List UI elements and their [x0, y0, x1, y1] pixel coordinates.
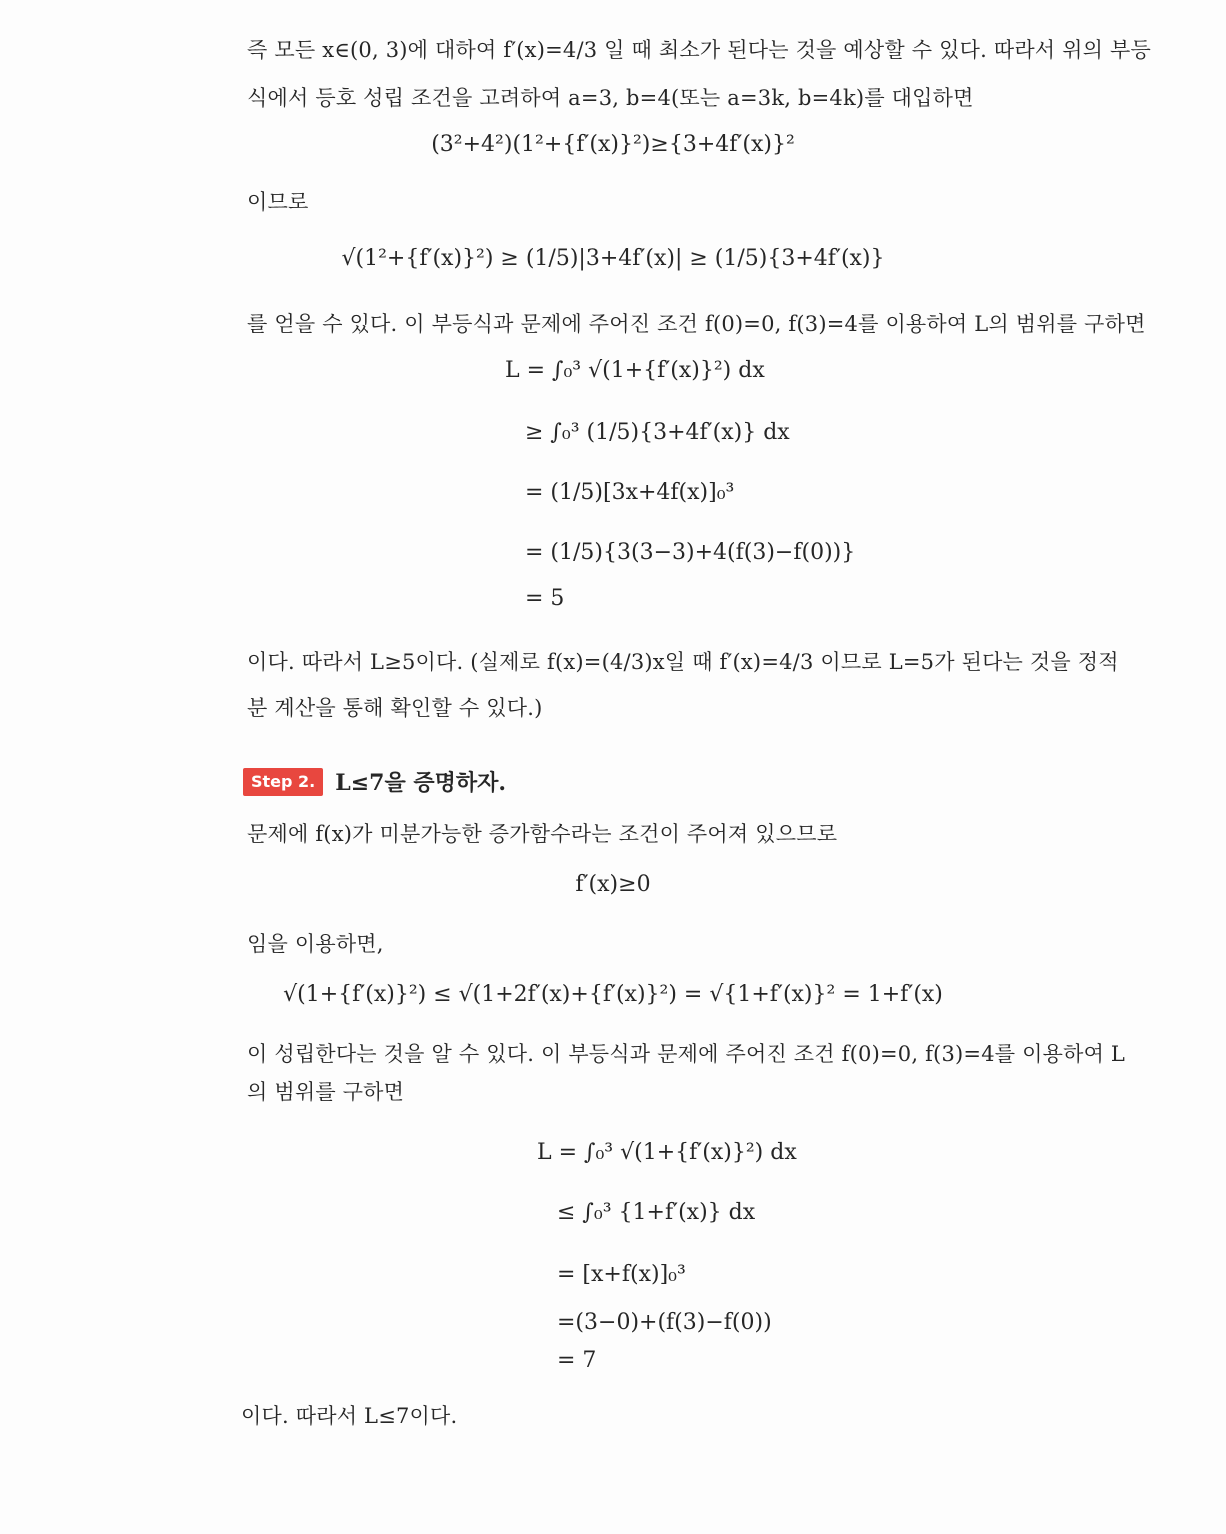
equation-derivative-nonneg: f′(x)≥0 [575, 872, 651, 897]
derivation-line: ≥ ∫₀³ (1/5){3+4f′(x)} dx [525, 420, 790, 445]
step2-conclusion: 이다. 따라서 L≤7이다. [241, 1404, 458, 1428]
step2-line-1: 문제에 f(x)가 미분가능한 증가함수라는 조건이 주어져 있으므로 [247, 822, 838, 846]
intro-line-4: 를 얻을 수 있다. 이 부등식과 문제에 주어진 조건 f(0)=0, f(3)=4를 이용하여 L의 범위를 구하면 [247, 312, 1146, 336]
derivation-line: = [x+f(x)]₀³ [557, 1262, 686, 1287]
step1-conclusion-line-2: 분 계산을 통해 확인할 수 있다.) [247, 696, 543, 720]
equation-sqrt-upper: √(1+{f′(x)}²) ≤ √(1+2f′(x)+{f′(x)}²) = √{1+f′(x)}² = 1+f′(x) [283, 982, 943, 1007]
intro-line-2: 식에서 등호 성립 조건을 고려하여 a=3, b=4(또는 a=3k, b=4k)를 대입하면 [247, 86, 974, 110]
step2-line-2: 임을 이용하면, [247, 932, 384, 956]
derivation-line: = 7 [557, 1348, 597, 1373]
derivation-line: = 5 [525, 586, 565, 611]
derivation-line: =(3−0)+(f(3)−f(0)) [557, 1310, 772, 1335]
step2-title: L≤7을 증명하자. [335, 770, 507, 796]
derivation-line: = (1/5){3(3−3)+4(f(3)−f(0))} [525, 540, 856, 565]
step2-heading [243, 766, 506, 797]
step2-line-4: 의 범위를 구하면 [247, 1080, 405, 1104]
derivation-line: L = ∫₀³ √(1+{f′(x)}²) dx [537, 1140, 797, 1165]
step1-conclusion-line-1: 이다. 따라서 L≥5이다. (실제로 f(x)=(4/3)x일 때 f′(x)=4/3 이므로 L=5가 된다는 것을 정적 [247, 650, 1119, 674]
equation-cauchy: (3²+4²)(1²+{f′(x)}²)≥{3+4f′(x)}² [431, 132, 795, 157]
derivation-line: = (1/5)[3x+4f(x)]₀³ [525, 480, 735, 505]
intro-line-3: 이므로 [247, 190, 309, 214]
step2-line-3: 이 성립한다는 것을 알 수 있다. 이 부등식과 문제에 주어진 조건 f(0)=0, f(3)=4를 이용하여 L [247, 1042, 1126, 1066]
intro-line-1: 즉 모든 x∈(0, 3)에 대하여 f′(x)=4/3 일 때 최소가 된다는 것을 예상할 수 있다. 따라서 위의 부등 [247, 38, 1151, 62]
derivation-line: L = ∫₀³ √(1+{f′(x)}²) dx [505, 358, 765, 383]
derivation-line: ≤ ∫₀³ {1+f′(x)} dx [557, 1200, 756, 1225]
step-badge: Step 2. [243, 768, 323, 796]
equation-sqrt-bound: √(1²+{f′(x)}²) ≥ (1/5)|3+4f′(x)| ≥ (1/5){3+4f′(x)} [341, 246, 885, 271]
